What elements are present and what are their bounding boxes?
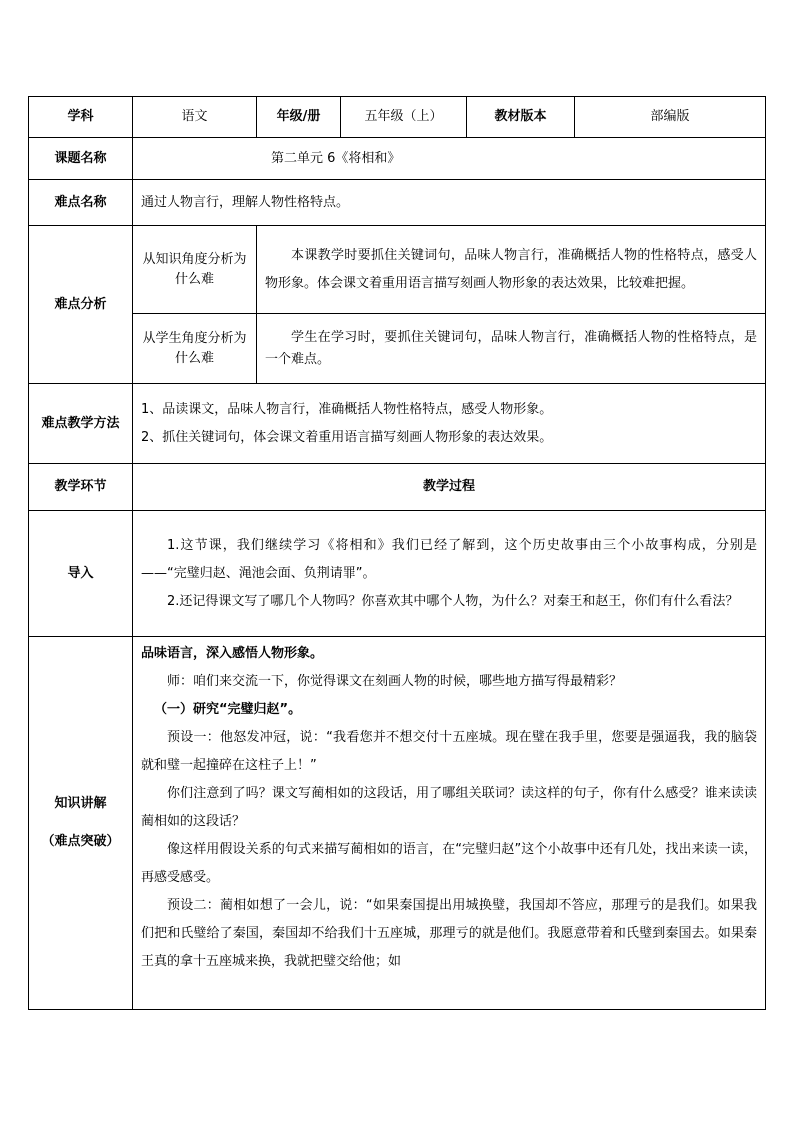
knowledge-subheading: （一）研究“完璧归赵”。	[154, 702, 302, 717]
process-label: 教学过程	[133, 464, 766, 511]
lesson-row	[29, 138, 766, 180]
header-row	[29, 97, 766, 138]
knowledge-label: 知识讲解	[54, 796, 107, 811]
grade-label: 年级/册	[257, 97, 341, 138]
knowledge-row	[29, 637, 766, 1010]
student-angle-text	[257, 314, 766, 384]
knowledge-paragraph-4: 像这样用假设关系的句式来描写蔺相如的语言，在“完璧归赵”这个小故事中还有几处，找出来读一读，再感受感受。	[141, 842, 757, 885]
difficulty-label: 难点名称	[29, 180, 133, 226]
method-row	[29, 384, 766, 464]
knowledge-sublabel: （难点突破）	[41, 834, 120, 849]
intro-row	[29, 511, 766, 637]
process-header-row	[29, 464, 766, 511]
method-label: 难点教学方法	[29, 384, 133, 464]
method-item-2: 2、抓住关键词句，体会课文着重用语言描写刻画人物形象的表达效果。	[141, 429, 553, 445]
intro-paragraph-1: 1.这节课，我们继续学习《将相和》我们已经了解到，这个历史故事由三个小故事构成，分别是——“完璧归赵、渑池会面、负荆请罪”。	[141, 537, 757, 581]
lesson-label: 课题名称	[29, 138, 133, 180]
intro-paragraph-2: 2.还记得课文写了哪几个人物吗？你喜欢其中哪个人物，为什么？对秦王和赵王，你们有什么看法？	[167, 593, 739, 609]
knowledge-angle-text	[257, 226, 766, 314]
difficulty-row	[29, 180, 766, 226]
method-content	[133, 384, 766, 464]
knowledge-paragraph-1: 师：咱们来交流一下，你觉得课文在刻画人物的时候，哪些地方描写得最精彩？	[167, 674, 623, 689]
knowledge-angle-label: 从知识角度分析为什么难	[133, 226, 257, 314]
grade-value: 五年级（上）	[341, 97, 467, 138]
intro-label: 导入	[29, 511, 133, 637]
student-angle-label: 从学生角度分析为什么难	[133, 314, 257, 384]
process-stage-label: 教学环节	[29, 464, 133, 511]
analysis-row-student	[29, 314, 766, 384]
edition-value: 部编版	[575, 97, 766, 138]
difficulty-value: 通过人物言行，理解人物性格特点。	[133, 180, 766, 226]
edition-label: 教材版本	[467, 97, 575, 138]
subject-value: 语文	[133, 97, 257, 138]
intro-content	[133, 511, 766, 637]
knowledge-heading: 品味语言，深入感悟人物形象。	[141, 646, 324, 661]
lesson-title: 第二单元 6《将相和》	[133, 138, 766, 180]
knowledge-paragraph-2: 预设一：他怒发冲冠，说：“我看您并不想交付十五座城。现在璧在我手里，您要是强逼我，我的脑袋就和璧一起撞碎在这柱子上！”	[141, 730, 757, 773]
knowledge-angle-paragraph: 本课教学时要抓住关键词句，品味人物言行，准确概括人物的性格特点，感受人物形象。体会课文着重用语言描写刻画人物形象的表达效果，比较难把握。	[265, 247, 757, 291]
subject-label: 学科	[29, 97, 133, 138]
knowledge-paragraph-3: 你们注意到了吗？课文写蔺相如的这段话，用了哪组关联词？读这样的句子，你有什么感受？谁来读读蔺相如的这段话？	[141, 786, 757, 829]
analysis-label: 难点分析	[29, 226, 133, 384]
method-item-1: 1、品读课文，品味人物言行，准确概括人物性格特点，感受人物形象。	[141, 401, 553, 417]
knowledge-label-cell	[29, 637, 133, 1010]
analysis-row-knowledge	[29, 226, 766, 314]
student-angle-paragraph: 学生在学习时，要抓住关键词句，品味人物言行，准确概括人物的性格特点，是一个难点。	[265, 329, 757, 367]
knowledge-content	[133, 637, 766, 1010]
lesson-plan-table	[28, 96, 766, 1010]
knowledge-paragraph-5: 预设二：蔺相如想了一会儿，说：“如果秦国提出用城换璧，我国却不答应，那理亏的是我们。如果我们把和氏璧给了秦国，秦国却不给我们十五座城，那理亏的就是他们。我愿意带着和氏璧到秦国去。如果秦王真的拿十五座城来换，我就把璧交给他；如	[141, 898, 757, 969]
